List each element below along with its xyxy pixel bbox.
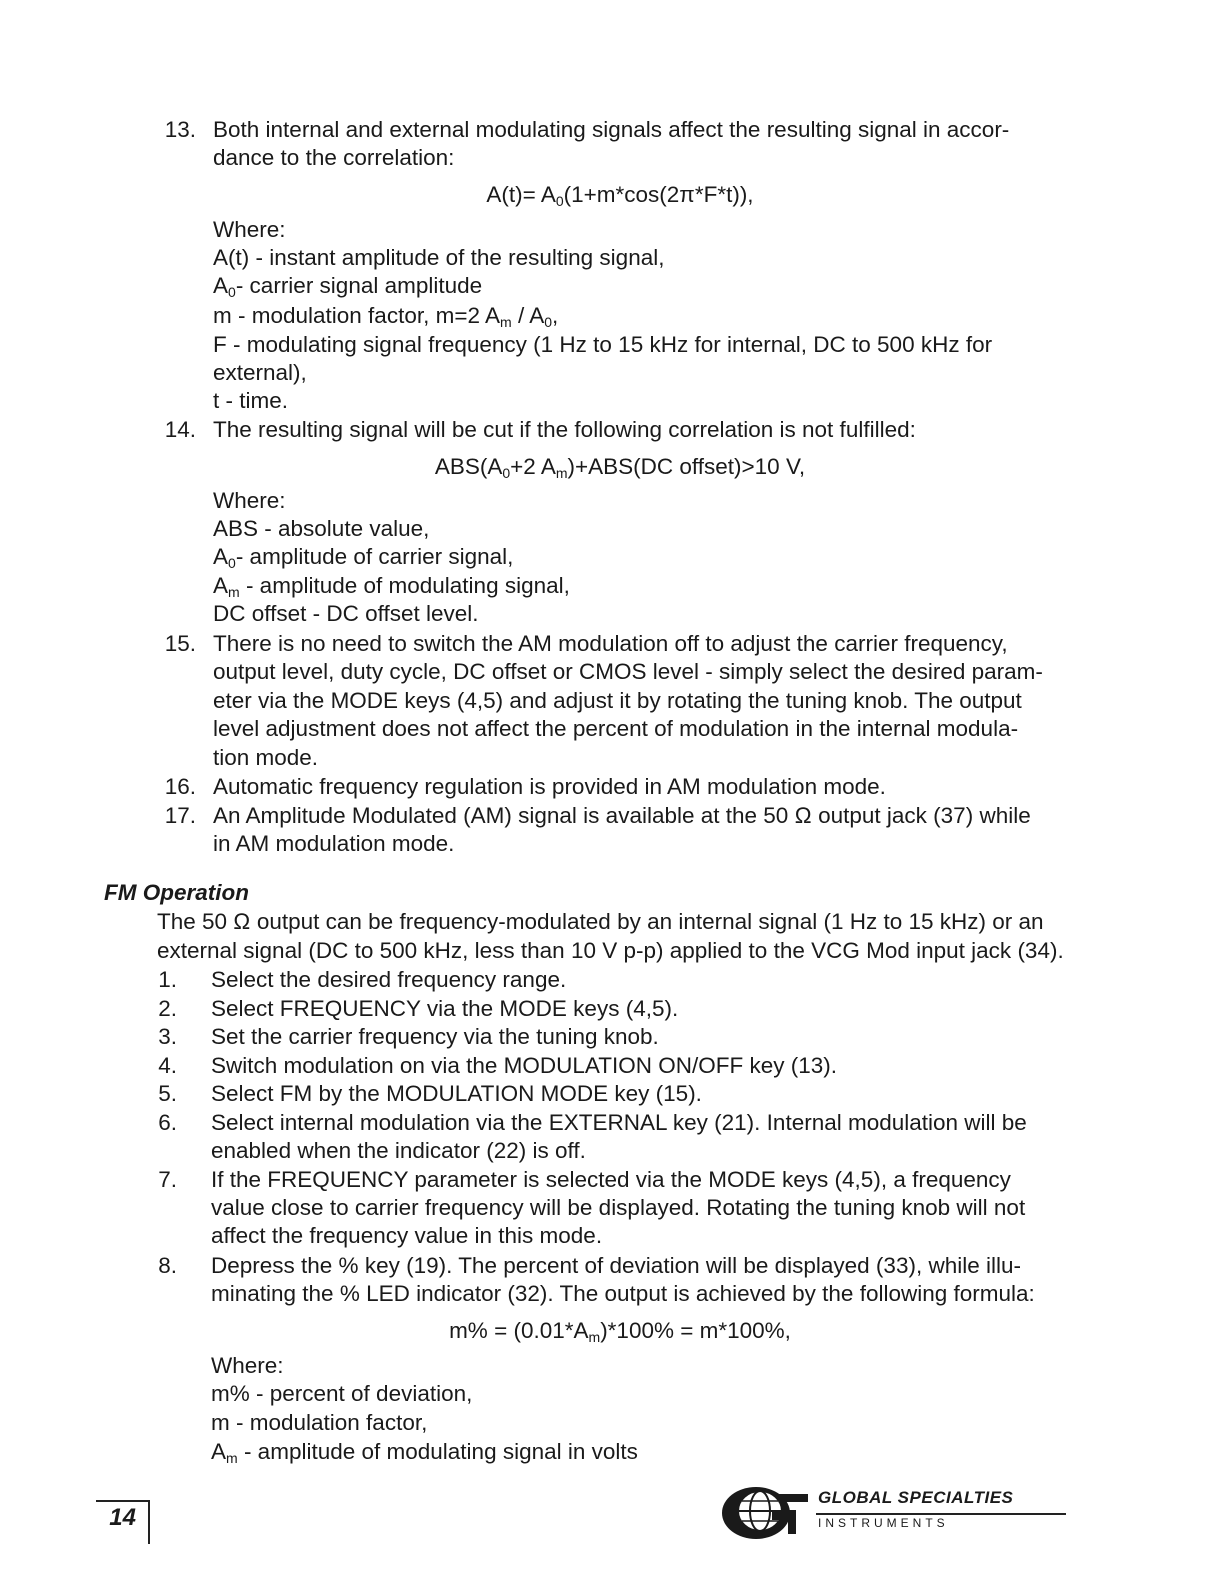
logo-brand-text: GLOBAL SPECIALTIES xyxy=(818,1488,1014,1507)
step-line: Select FM by the MODULATION MODE key (15). xyxy=(211,1081,702,1106)
logo-divider xyxy=(816,1513,1066,1515)
definition-line: A(t) - instant amplitude of the resulting signal, xyxy=(213,245,665,270)
step-line: Select FREQUENCY via the MODE keys (4,5). xyxy=(211,996,679,1021)
paragraph-line: The resulting signal will be cut if the following correlation is not fulfilled: xyxy=(213,417,916,442)
list-number: 15. xyxy=(164,631,196,656)
paragraph-line: Both internal and external modulating signals affect the resulting signal in accor- xyxy=(213,117,1010,142)
list-number: 4. xyxy=(158,1053,177,1078)
section-heading: FM Operation xyxy=(104,880,249,905)
step-line: minating the % LED indicator (32). The output is achieved by the following formula: xyxy=(211,1281,1035,1306)
definition-line: t - time. xyxy=(213,388,289,413)
paragraph-line: output level, duty cycle, DC offset or CMOS level - simply select the desired param- xyxy=(213,659,1043,684)
definition-line: $A_m$ - amplitude of modulating signal, xyxy=(213,573,570,600)
formula-cutoff: $ABS(A_0+2$ $A_m)+ABS(DC$ offset)>10 V, xyxy=(434,454,806,481)
step-line: Select internal modulation via the EXTERNAL key (21). Internal modulation will be xyxy=(211,1110,1027,1135)
definition-line: ABS - absolute value, xyxy=(213,516,430,541)
list-number: 6. xyxy=(158,1110,177,1135)
step-line: affect the frequency value in this mode. xyxy=(211,1223,603,1248)
list-number: 16. xyxy=(164,774,196,799)
formula-amplitude: $A(t)= A_0(1+m*\cos(2\pi*F*t))$, xyxy=(486,182,754,209)
paragraph-line: dance to the correlation: xyxy=(213,145,455,170)
company-logo xyxy=(720,1480,1080,1550)
list-number: 14. xyxy=(164,417,196,442)
logo-sub-text: INSTRUMENTS xyxy=(818,1516,949,1530)
paragraph-line: tion mode. xyxy=(213,745,319,770)
paragraph-line: The 50 Ω output can be frequency-modulated by an internal signal (1 Hz to 15 kHz) or an xyxy=(157,909,1044,934)
list-number: 17. xyxy=(164,803,196,828)
where-label: Where: xyxy=(213,217,286,242)
where-label: Where: xyxy=(213,488,286,513)
globe-logo-icon xyxy=(720,1480,812,1542)
list-number: 3. xyxy=(158,1024,177,1049)
list-number: 13. xyxy=(164,117,196,142)
where-label: Where: xyxy=(211,1353,284,1378)
step-line: Depress the % key (19). The percent of deviation will be displayed (33), while illu- xyxy=(211,1253,1021,1278)
definition-line: m - modulation factor, m=2 $A_m / A_0$, xyxy=(213,303,559,330)
paragraph-line: external signal (DC to 500 kHz, less than 10 V p-p) applied to the VCG Mod input jack (34). xyxy=(157,938,1064,963)
step-line: Set the carrier frequency via the tuning knob. xyxy=(211,1024,659,1049)
list-number: 8. xyxy=(158,1253,177,1278)
step-line: If the FREQUENCY parameter is selected via the MODE keys (4,5), a frequency xyxy=(211,1167,1011,1192)
definition-line: $A_m$ - amplitude of modulating signal in volts xyxy=(211,1439,638,1466)
step-line: enabled when the indicator (22) is off. xyxy=(211,1138,586,1163)
definition-line: $A_0-$ amplitude of carrier signal, xyxy=(213,544,514,571)
paragraph-line: There is no need to switch the AM modulation off to adjust the carrier frequency, xyxy=(213,631,1008,656)
step-line: Switch modulation on via the MODULATION ON/OFF key (13). xyxy=(211,1053,838,1078)
paragraph-line: An Amplitude Modulated (AM) signal is available at the 50 Ω output jack (37) while xyxy=(213,803,1031,828)
list-number: 2. xyxy=(158,996,177,1021)
definition-line: m - modulation factor, xyxy=(211,1410,428,1435)
list-number: 7. xyxy=(158,1167,177,1192)
paragraph-line: Automatic frequency regulation is provided in AM modulation mode. xyxy=(213,774,886,799)
step-line: value close to carrier frequency will be displayed. Rotating the tuning knob will not xyxy=(211,1195,1026,1220)
list-number: 5. xyxy=(158,1081,177,1106)
definition-line: m% - percent of deviation, xyxy=(211,1381,473,1406)
page-number-box xyxy=(96,1500,150,1544)
definition-line: F - modulating signal frequency (1 Hz to 15 kHz for internal, DC to 500 kHz for xyxy=(213,332,993,357)
step-line: Select the desired frequency range. xyxy=(211,967,567,992)
paragraph-line: eter via the MODE keys (4,5) and adjust it by rotating the tuning knob. The output xyxy=(213,688,1022,713)
definition-line: external), xyxy=(213,360,307,385)
paragraph-line: in AM modulation mode. xyxy=(213,831,455,856)
definition-line: $A_0-$ carrier signal amplitude xyxy=(213,273,483,300)
paragraph-line: level adjustment does not affect the percent of modulation in the internal modula- xyxy=(213,716,1019,741)
page-number: 14 xyxy=(109,1504,136,1531)
definition-line: DC offset - DC offset level. xyxy=(213,601,479,626)
list-number: 1. xyxy=(158,967,177,992)
formula-deviation: $m\% = (0.01*A_m)*100\% = m*100\%$, xyxy=(449,1318,791,1345)
